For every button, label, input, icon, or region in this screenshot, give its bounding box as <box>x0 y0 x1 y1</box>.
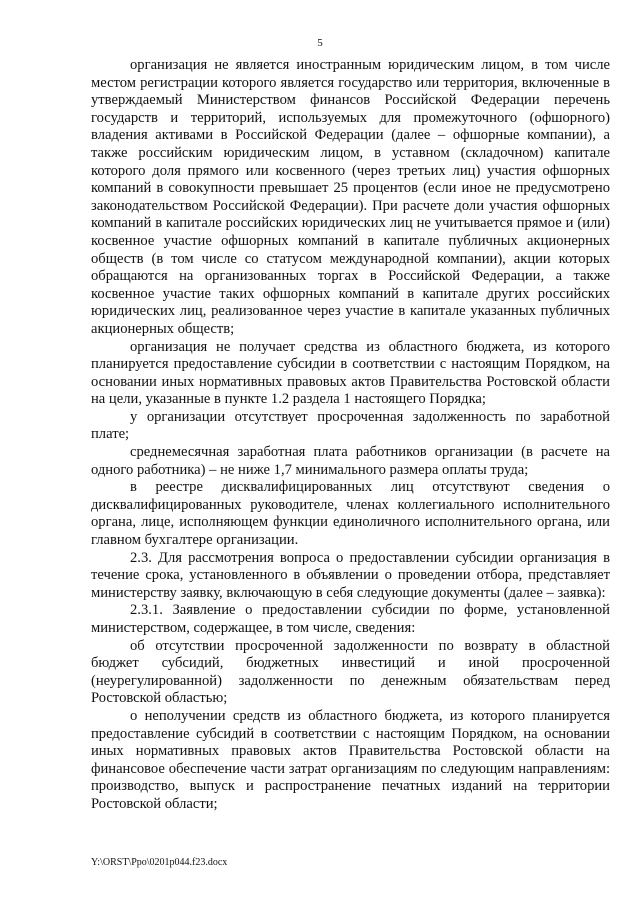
paragraph-disqualified-registry: в реестре дисквалифицированных лиц отсутствуют сведения о дисквалифицированных руководителе, членах коллегиального исполнительного органа, лице, исполняющем функции единоличного исполнительного органа, или главном бухгалтере организации. <box>91 479 610 549</box>
paragraph-no-funds-received: о неполучении средств из областного бюджета, из которого планируется предоставление субсидий в соответствии с настоящим Порядком, на основании иных нормативных правовых актов Правительства Ростовской области на финансовое обеспечение части затрат организациям по следующим направлениям: производство, выпуск и распространение печатных изданий на территории Ростовской области; <box>91 707 610 812</box>
paragraph-no-wage-arrears: у организации отсутствует просроченная задолженность по заработной плате; <box>91 408 610 443</box>
paragraph-2-3-application: 2.3. Для рассмотрения вопроса о предоставлении субсидии организация в течение срока, установленного в объявлении о проведении отбора, представляет министерству заявку, включающую в себя следующие документы (далее – заявка): <box>91 549 610 601</box>
paragraph-offshore-condition: организация не является иностранным юридическим лицом, в том числе местом регистрации которого является государство или территория, включенные в утверждаемый Министерством финансов Российской Федерации перечень государств и территорий, используемых для промежуточного (офшорного) владения активами в Российской Федерации (далее – офшорные компании), а также российским юридическим лицом, в уставном (складочном) капитале которого доля прямого или косвенного (через третьих лиц) участия офшорных компаний в совокупности превышает 25 процентов (если иное не предусмотрено законодательством Российской Федерации). При расчете доли участия офшорных компаний в капитале российских юридических лиц не учитывается прямое и (или) косвенное участие офшорных компаний в капитале публичных акционерных обществ (в том числе со статусом международной компании), акции которых обращаются на организованных торгах в Российской Федерации, а также косвенное участие таких офшорных компаний в капитале других российских юридических лиц, реализованное через участие в капитале указанных публичных акционерных обществ; <box>91 57 610 337</box>
footer-file-path: Y:\ORST\Ppo\0201p044.f23.docx <box>91 857 228 868</box>
page-number: 5 <box>317 37 323 49</box>
paragraph-2-3-1-statement: 2.3.1. Заявление о предоставлении субсидии по форме, установленной министерством, содержащее, в том числе, сведения: <box>91 602 610 636</box>
document-body <box>91 57 610 814</box>
paragraph-no-budget-funds: организация не получает средства из областного бюджета, из которого планируется предоставление субсидии в соответствии с настоящим Порядком, на основании иных нормативных правовых актов Правительства Ростовской области на цели, указанные в пункте 1.2 раздела 1 настоящего Порядка; <box>91 338 610 408</box>
paragraph-no-overdue-debt: об отсутствии просроченной задолженности по возврату в областной бюджет субсидий, бюджетных инвестиций и иной просроченной (неурегулированной) задолженности по денежным обязательствам перед Ростовской областью; <box>91 637 610 707</box>
paragraph-average-wage: среднемесячная заработная плата работников организации (в расчете на одного работника) – не ниже 1,7 минимального размера оплаты труда; <box>91 444 610 478</box>
